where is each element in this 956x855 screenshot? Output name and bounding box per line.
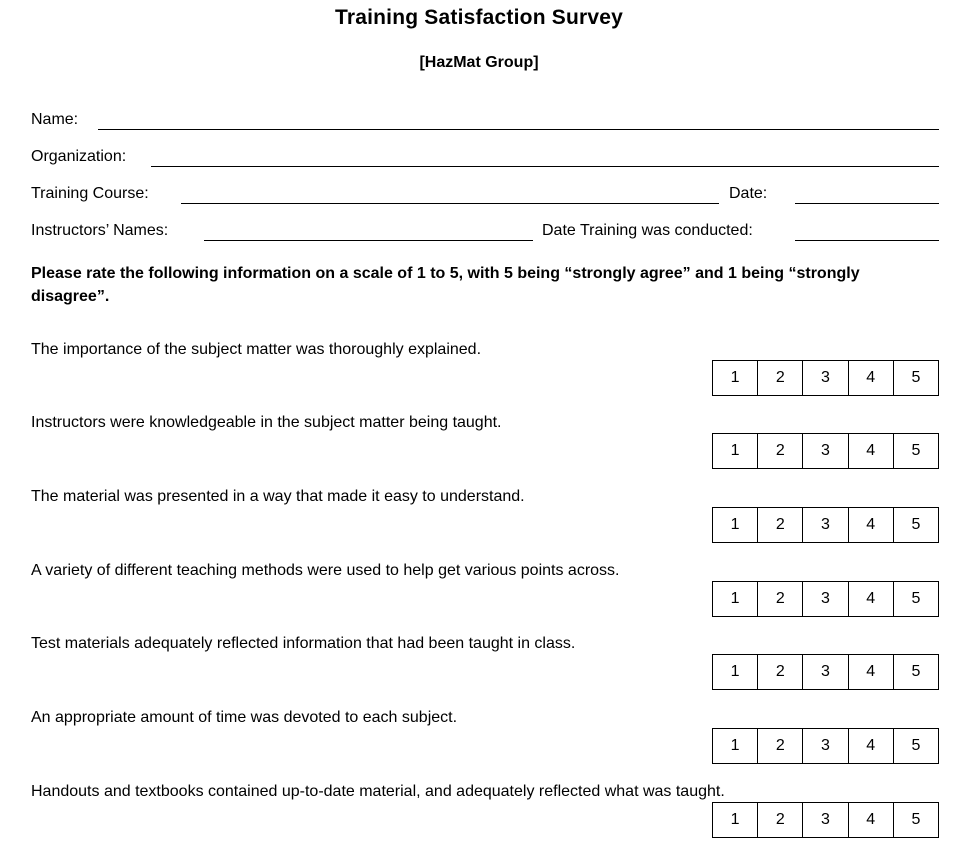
rating-option-5[interactable]: 5: [911, 590, 921, 607]
rating-option-1[interactable]: 1: [713, 434, 758, 468]
question-2: Instructors were knowledgeable in the subject matter being taught.: [31, 414, 502, 431]
survey-subtitle: [HazMat Group]: [419, 54, 539, 71]
organization-field[interactable]: [151, 166, 939, 167]
rating-option-1[interactable]: 1: [713, 361, 758, 395]
rating-option-5[interactable]: 5: [911, 811, 921, 828]
rating-option-1[interactable]: 1: [713, 655, 758, 689]
rating-option-5[interactable]: 5: [911, 442, 921, 459]
rating-option-3[interactable]: 3: [803, 508, 848, 542]
rating-option-4[interactable]: 4: [849, 582, 894, 616]
rating-option-1[interactable]: 1: [713, 803, 758, 837]
rating-option-1[interactable]: 1: [713, 582, 758, 616]
rating-option-2[interactable]: 2: [758, 434, 803, 468]
question-6: An appropriate amount of time was devoted to each subject.: [31, 709, 458, 726]
question-5: Test materials adequately reflected information that had been taught in class.: [31, 635, 576, 652]
organization-label: Organization:: [31, 148, 127, 165]
rating-option-3[interactable]: 3: [803, 803, 848, 837]
date-conducted-field[interactable]: [795, 240, 939, 241]
rating-option-5[interactable]: 5: [911, 516, 921, 533]
rating-option-3[interactable]: 3: [803, 434, 848, 468]
name-field[interactable]: [98, 129, 939, 130]
training-course-field[interactable]: [181, 203, 719, 204]
instructors-field[interactable]: [204, 240, 533, 241]
rating-scale: [712, 728, 939, 764]
rating-option-3[interactable]: 3: [803, 361, 848, 395]
rating-option-2[interactable]: 2: [758, 582, 803, 616]
rating-instructions: Please rate the following information on a scale of 1 to 5, with 5 being “strongly agree” and 1 being “strongly disagree”.: [31, 265, 860, 305]
rating-option-1[interactable]: 1: [713, 508, 758, 542]
rating-scale: [712, 433, 939, 469]
training-course-label: Training Course:: [31, 185, 149, 202]
rating-option-4[interactable]: 4: [849, 655, 894, 689]
rating-option-3[interactable]: 3: [803, 655, 848, 689]
rating-scale: [712, 654, 939, 690]
rating-scale: [712, 581, 939, 617]
rating-option-5[interactable]: 5: [911, 369, 921, 386]
rating-option-4[interactable]: 4: [849, 361, 894, 395]
rating-option-2[interactable]: 2: [758, 729, 803, 763]
rating-option-4[interactable]: 4: [849, 508, 894, 542]
rating-option-1[interactable]: 1: [713, 729, 758, 763]
rating-option-5[interactable]: 5: [911, 737, 921, 754]
name-label: Name:: [31, 111, 79, 128]
instructors-label: Instructors’ Names:: [31, 222, 169, 239]
rating-option-2[interactable]: 2: [758, 508, 803, 542]
rating-option-5[interactable]: 5: [911, 663, 921, 680]
date-field[interactable]: [795, 203, 939, 204]
rating-scale: [712, 360, 939, 396]
question-7: Handouts and textbooks contained up-to-date material, and adequately reflected what was taught.: [31, 783, 725, 800]
rating-option-2[interactable]: 2: [758, 655, 803, 689]
question-1: The importance of the subject matter was thoroughly explained.: [31, 341, 482, 358]
rating-option-4[interactable]: 4: [849, 803, 894, 837]
date-conducted-label: Date Training was conducted:: [542, 222, 753, 239]
rating-scale: [712, 802, 939, 838]
question-4: A variety of different teaching methods were used to help get various points across.: [31, 562, 620, 579]
date-label: Date:: [729, 185, 768, 202]
rating-option-4[interactable]: 4: [849, 729, 894, 763]
rating-scale: [712, 507, 939, 543]
rating-option-4[interactable]: 4: [849, 434, 894, 468]
rating-option-3[interactable]: 3: [803, 729, 848, 763]
rating-option-3[interactable]: 3: [803, 582, 848, 616]
question-3: The material was presented in a way that made it easy to understand.: [31, 488, 525, 505]
rating-option-2[interactable]: 2: [758, 803, 803, 837]
rating-option-2[interactable]: 2: [758, 361, 803, 395]
survey-title: Training Satisfaction Survey: [334, 6, 623, 29]
